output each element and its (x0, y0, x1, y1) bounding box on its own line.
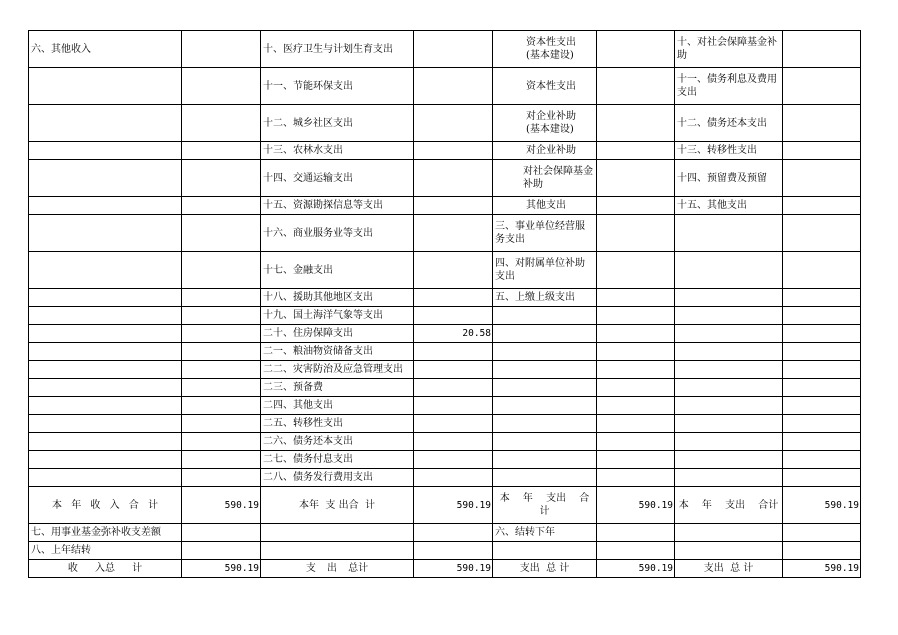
table-cell-c5 (493, 469, 597, 487)
table-cell-c4 (414, 415, 493, 433)
table-cell-c8 (783, 451, 861, 469)
table-cell-c6 (597, 325, 675, 343)
table-cell-c7 (675, 343, 783, 361)
table-cell-c6 (597, 379, 675, 397)
table-cell-c2 (182, 105, 261, 142)
table-cell-c8 (783, 343, 861, 361)
table-row (29, 397, 861, 415)
table-cell-c6 (597, 160, 675, 197)
table-row (29, 469, 861, 487)
table-cell-c1 (29, 160, 182, 197)
table-cell-c2 (182, 451, 261, 469)
table-row (29, 142, 861, 160)
table-cell-c8 (783, 307, 861, 325)
table-cell-c3: 十九、国土海洋气象等支出 (261, 307, 414, 325)
table-cell-c4 (414, 160, 493, 197)
table-cell-c2 (182, 343, 261, 361)
table-cell-c8 (783, 105, 861, 142)
income-total-value: 590.19 (182, 487, 261, 524)
table-row (29, 197, 861, 215)
table-cell-c3: 十六、商业服务业等支出 (261, 215, 414, 252)
table-cell-c6 (597, 307, 675, 325)
table-cell-c4 (414, 252, 493, 289)
table-cell-c5: 对社会保障基金补助 (493, 160, 597, 197)
table-cell-c2 (182, 215, 261, 252)
table-cell-c3: 二八、债务发行费用支出 (261, 469, 414, 487)
table-cell-c1 (29, 252, 182, 289)
table-cell-c4 (414, 197, 493, 215)
table-cell-c6 (597, 105, 675, 142)
table-cell-c7: 十、对社会保障基金补助 (675, 31, 783, 68)
table-cell-c2 (182, 252, 261, 289)
table-cell-c8 (783, 415, 861, 433)
table-cell-c8 (783, 215, 861, 252)
gap-label: 七、用事业基金弥补收支差额 (29, 524, 182, 542)
table-cell-c3: 二六、债务还本支出 (261, 433, 414, 451)
table-cell-c5 (493, 307, 597, 325)
table-cell-c2 (182, 160, 261, 197)
table-cell-c3: 十五、资源勘探信息等支出 (261, 197, 414, 215)
table-cell-c2 (182, 197, 261, 215)
table-cell-c7 (675, 397, 783, 415)
table-row (29, 252, 861, 289)
table-cell-c6 (597, 469, 675, 487)
table-row (29, 361, 861, 379)
cell (493, 542, 597, 560)
table-cell-c4 (414, 142, 493, 160)
table-cell-c8 (783, 31, 861, 68)
cell (414, 524, 493, 542)
expense-grand-label: 支 出 总计 (261, 560, 414, 578)
table-cell-c3: 二十、住房保障支出 (261, 325, 414, 343)
expense3-total-value: 590.19 (783, 487, 861, 524)
table-footer (29, 487, 861, 578)
table-cell-c6 (597, 289, 675, 307)
expense3-total-label: 本 年 支出 合计 (675, 487, 783, 524)
table-cell-c4: 20.58 (414, 325, 493, 343)
table-cell-c7 (675, 433, 783, 451)
cell (414, 542, 493, 560)
table-cell-c8 (783, 197, 861, 215)
table-cell-c7 (675, 215, 783, 252)
table-cell-c8 (783, 469, 861, 487)
cell (261, 524, 414, 542)
prev-carry-row (29, 542, 861, 560)
table-cell-c4 (414, 31, 493, 68)
table-cell-c5: 四、对附属单位补助支出 (493, 252, 597, 289)
income-grand-label: 收 入总 计 (29, 560, 182, 578)
table-cell-c5 (493, 343, 597, 361)
table-cell-c4 (414, 361, 493, 379)
table-body (29, 31, 861, 487)
table-cell-c7: 十一、债务利息及费用支出 (675, 68, 783, 105)
table-cell-c6 (597, 215, 675, 252)
table-row (29, 215, 861, 252)
table-cell-c1 (29, 142, 182, 160)
cell (182, 542, 261, 560)
table-cell-c7 (675, 469, 783, 487)
table-cell-c8 (783, 252, 861, 289)
expense2-grand-label: 支出 总 计 (493, 560, 597, 578)
table-cell-c4 (414, 68, 493, 105)
table-cell-c7: 十五、其他支出 (675, 197, 783, 215)
table-cell-c2 (182, 325, 261, 343)
table-row (29, 31, 861, 68)
table-cell-c8 (783, 160, 861, 197)
cell (597, 542, 675, 560)
table-cell-c5: 对企业补助 (基本建设) (493, 105, 597, 142)
table-cell-c5: 资本性支出 (基本建设) (493, 31, 597, 68)
table-cell-c1 (29, 197, 182, 215)
table-cell-c7 (675, 289, 783, 307)
table-cell-c3: 十二、城乡社区支出 (261, 105, 414, 142)
totals-row (29, 487, 861, 524)
table-cell-c6 (597, 252, 675, 289)
table-cell-c8 (783, 289, 861, 307)
table-cell-c3: 十四、交通运输支出 (261, 160, 414, 197)
table-cell-c3: 十一、节能环保支出 (261, 68, 414, 105)
table-cell-c1 (29, 397, 182, 415)
table-cell-c8 (783, 325, 861, 343)
table-cell-c5 (493, 433, 597, 451)
table-cell-c8 (783, 142, 861, 160)
table-cell-c4 (414, 451, 493, 469)
income-total-label: 本 年 收 入 合 计 (29, 487, 182, 524)
table-cell-c1 (29, 215, 182, 252)
table-row (29, 68, 861, 105)
table-cell-c4 (414, 105, 493, 142)
table-cell-c5 (493, 379, 597, 397)
table-row (29, 433, 861, 451)
expense2-total-value: 590.19 (597, 487, 675, 524)
table-cell-c6 (597, 197, 675, 215)
expense2-total-label: 本 年 支出 合计 (493, 487, 597, 524)
table-cell-c2 (182, 307, 261, 325)
expense3-grand-value: 590.19 (783, 560, 861, 578)
table-cell-c6 (597, 397, 675, 415)
table-cell-c5: 三、事业单位经营服务支出 (493, 215, 597, 252)
table-cell-c2 (182, 379, 261, 397)
table-cell-c8 (783, 433, 861, 451)
cell (182, 524, 261, 542)
table-cell-c2 (182, 68, 261, 105)
table-cell-c2 (182, 415, 261, 433)
table-cell-c3: 十八、援助其他地区支出 (261, 289, 414, 307)
table-cell-c4 (414, 289, 493, 307)
table-row (29, 325, 861, 343)
table-cell-c6 (597, 415, 675, 433)
table-cell-c2 (182, 31, 261, 68)
table-row (29, 451, 861, 469)
table-cell-c1 (29, 451, 182, 469)
income-grand-value: 590.19 (182, 560, 261, 578)
table-cell-c5: 对企业补助 (493, 142, 597, 160)
grand-total-row (29, 560, 861, 578)
table-cell-c2 (182, 289, 261, 307)
cell (783, 524, 861, 542)
table-row (29, 307, 861, 325)
table-cell-c8 (783, 397, 861, 415)
prev-carry-label: 八、上年结转 (29, 542, 182, 560)
table-cell-c1 (29, 325, 182, 343)
table-cell-c2 (182, 397, 261, 415)
table-cell-c8 (783, 68, 861, 105)
carry-next-label: 六、结转下年 (493, 524, 597, 542)
table-cell-c6 (597, 31, 675, 68)
table-cell-c3: 二三、预备费 (261, 379, 414, 397)
table-cell-c3: 二四、其他支出 (261, 397, 414, 415)
table-cell-c2 (182, 469, 261, 487)
table-cell-c1 (29, 289, 182, 307)
table-cell-c1 (29, 361, 182, 379)
table-cell-c5: 其他支出 (493, 197, 597, 215)
expense-total-label: 本年 支 出合 计 (261, 487, 414, 524)
table-cell-c7 (675, 415, 783, 433)
table-cell-c3: 二七、债务付息支出 (261, 451, 414, 469)
table-cell-c6 (597, 451, 675, 469)
table-cell-c7 (675, 307, 783, 325)
table-cell-c1 (29, 343, 182, 361)
table-cell-c6 (597, 343, 675, 361)
cell (675, 542, 783, 560)
table-cell-c7: 十三、转移性支出 (675, 142, 783, 160)
table-cell-c6 (597, 361, 675, 379)
table-cell-c7 (675, 451, 783, 469)
expense2-grand-value: 590.19 (597, 560, 675, 578)
table-cell-c5 (493, 397, 597, 415)
table-row (29, 343, 861, 361)
table-row (29, 289, 861, 307)
table-cell-c4 (414, 307, 493, 325)
table-cell-c5 (493, 361, 597, 379)
cell (597, 524, 675, 542)
budget-table (28, 30, 861, 578)
table-cell-c1 (29, 68, 182, 105)
table-cell-c5 (493, 325, 597, 343)
table-cell-c6 (597, 142, 675, 160)
table-cell-c3: 十三、农林水支出 (261, 142, 414, 160)
table-cell-c7 (675, 252, 783, 289)
table-row (29, 105, 861, 142)
expense-grand-value: 590.19 (414, 560, 493, 578)
table-cell-c1 (29, 433, 182, 451)
table-cell-c3: 二一、粮油物资储备支出 (261, 343, 414, 361)
cell (675, 524, 783, 542)
table-cell-c7 (675, 361, 783, 379)
table-cell-c1 (29, 105, 182, 142)
table-cell-c4 (414, 215, 493, 252)
expense3-grand-label: 支出 总 计 (675, 560, 783, 578)
table-row (29, 160, 861, 197)
table-cell-c6 (597, 68, 675, 105)
table-cell-c1 (29, 379, 182, 397)
table-cell-c4 (414, 469, 493, 487)
table-cell-c4 (414, 397, 493, 415)
table-cell-c2 (182, 142, 261, 160)
table-cell-c5: 资本性支出 (493, 68, 597, 105)
table-cell-c3: 十七、金融支出 (261, 252, 414, 289)
table-cell-c5 (493, 451, 597, 469)
expense-total-value: 590.19 (414, 487, 493, 524)
table-cell-c7 (675, 325, 783, 343)
table-cell-c3: 二五、转移性支出 (261, 415, 414, 433)
table-cell-c1 (29, 469, 182, 487)
table-cell-c6 (597, 433, 675, 451)
table-cell-c7: 十二、债务还本支出 (675, 105, 783, 142)
cell (261, 542, 414, 560)
table-cell-c1 (29, 307, 182, 325)
table-cell-c2 (182, 433, 261, 451)
table-cell-c3: 二二、灾害防治及应急管理支出 (261, 361, 414, 379)
table-cell-c1: 六、其他收入 (29, 31, 182, 68)
table-cell-c4 (414, 343, 493, 361)
table-cell-c8 (783, 361, 861, 379)
table-cell-c5 (493, 415, 597, 433)
table-cell-c8 (783, 379, 861, 397)
table-cell-c2 (182, 361, 261, 379)
cell (783, 542, 861, 560)
table-row (29, 415, 861, 433)
table-cell-c3: 十、医疗卫生与计划生育支出 (261, 31, 414, 68)
table-cell-c7 (675, 379, 783, 397)
gap-row (29, 524, 861, 542)
table-cell-c1 (29, 415, 182, 433)
table-cell-c7: 十四、预留费及预留 (675, 160, 783, 197)
table-cell-c4 (414, 379, 493, 397)
table-row (29, 379, 861, 397)
table-cell-c5: 五、上缴上级支出 (493, 289, 597, 307)
table-cell-c4 (414, 433, 493, 451)
